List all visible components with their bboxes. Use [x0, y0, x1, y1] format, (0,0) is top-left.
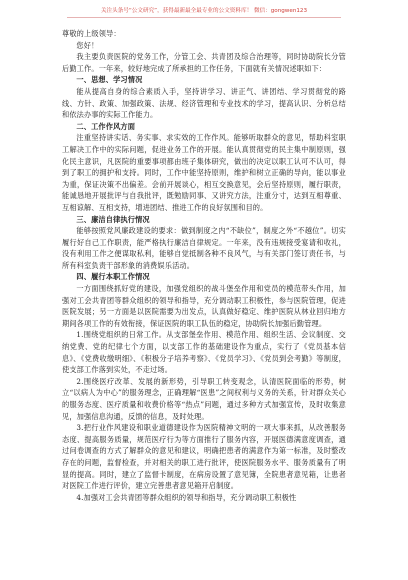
- section-4-heading: 四、履行本职工作情况: [76, 272, 150, 282]
- section-3-heading: 三、廉洁自律执行情况: [76, 214, 150, 224]
- section-4-paragraph-2: 1.围绕党组织的日常工作。从支部堡垒作用、模范作用、组织生活、会议制度、交纳党费、党的纪律七个方面，以支部工作的基础建设作为重点，实行了《党员基本信息》、《党费收缴明细》、《积极分子培养考察》、《党员学习》、《党员到会考勤》等制度，使支部工作落到实处，不走过场。: [62, 330, 346, 375]
- intro-paragraph: 我主要负责医院的党务工作，分管工会、共青团及综合治理等，同时协助院长分管后勤工作。一年来，较好地完成了所承担的工作任务，下面就有关情况述职如下：: [62, 52, 346, 73]
- salutation: 尊敬的上级领导：: [62, 29, 121, 38]
- section-1-paragraph: 能从提高自身的综合素质入手，坚持讲学习、讲正气、讲团结、学习贯彻党的路线、方针、政策、加强政策、法规、经济管理和专业技术的学习，提高认识、分析总结和依法办事的实际工作能力。: [62, 86, 346, 120]
- section-2-heading: 二、工作作风方面: [76, 121, 136, 131]
- section-1-heading: 一、思想、学习情况: [76, 75, 143, 85]
- section-2-paragraph: 注重坚持讲实话、务实事、求实效的工作作风。能够听取群众的意见，帮助科室职工解决工作中的实际问题，促进业务工作的开展。能认真贯彻党的民主集中制原则，强化民主意识，凡医院的重要事项都由班子集体研究，做出的决定以职工认可不认可，得到了职工的拥护和支持。同时，工作中能坚持原则，维护和树立正确的导向，能以事业为重，保证决策不出偏差。会前开展谈心，相互交换意见，会后坚持原则，履行职责，能诚恳地开展批评与自我批评，既勉励同事、又讲究方法，注重分寸，达到互相尊重、互相谅解、互相支持，增进团结、推进工作的良好氛围和目的。: [62, 133, 346, 212]
- section-4-paragraph-4: 3.把行业作风建设和职业道德建设作为医院精神文明的一项大事来抓，从改善服务态度、提高服务质量，规范医疗行为等方面推行了服务内容，开展医德满意度调查，通过问卷调查的方式了解群众的意见和建议，明确把患者的满意作为第一标准，及时整改存在的问题，监督检查，并对相关的职工进行批评，使医院服务水平、服务质量有了明显的提高。同时，建立了监督卡制度，在病房设置了意见簿，全院患者意见箱，让患者对医院工作进行评价，建立完善患者意见箱开启制度。: [62, 423, 346, 491]
- header-banner: 关注头条号“公文研究”，获得最新最全最专业的公文资料库！ 微信：gongwen123: [67, 6, 341, 18]
- document-body: [62, 28, 346, 503]
- greeting: 您好！: [76, 40, 99, 50]
- section-4-paragraph-3: 2.围绕医疗改革、发展的新形势，引导职工转变观念，认清医院面临的形势，树立“以病人为中心”的服务理念，正确理解“医患”之间权利与义务的关系，针对群众关心的服务态度、医疗质量和收费价格等“热点”问题，通过多种方式加强宣传，及时收集意见，加强信息沟通，反馈的信息，及时处理。: [62, 376, 346, 421]
- section-3-paragraph: 能够按照党风廉政建设的要求：做到制度之内“不缺位”，制度之外“不越位”。切实履行好自己工作职责，能严格执行廉洁自律规定。一年来，没有违规接受宴请和收礼，没有利用工作之便谋取私利，能够自觉抵制各种不良风气，与有关部门签订责任书，与所有科室负责干部形象的消费娱乐活动。: [62, 226, 346, 270]
- section-4-paragraph-5: 4.加强对工会共青团等群众组织的领导和指导，充分调动职工积极性: [76, 492, 297, 502]
- section-4-paragraph-1: 一方面围绕抓好党的建设，加强党组织的战斗堡垒作用和党员的模范带头作用，加强对工会共青团等群众组织的领导和指导，充分调动职工积极性，参与医院管理，促进医院发展；另一方面是以医院需要为出发点，认真做好稳定、维护医院从林业回归地方期间各项工作的有效衔接，保证医院的职工队伍的稳定，协助院长加强后勤管理。: [62, 284, 346, 328]
